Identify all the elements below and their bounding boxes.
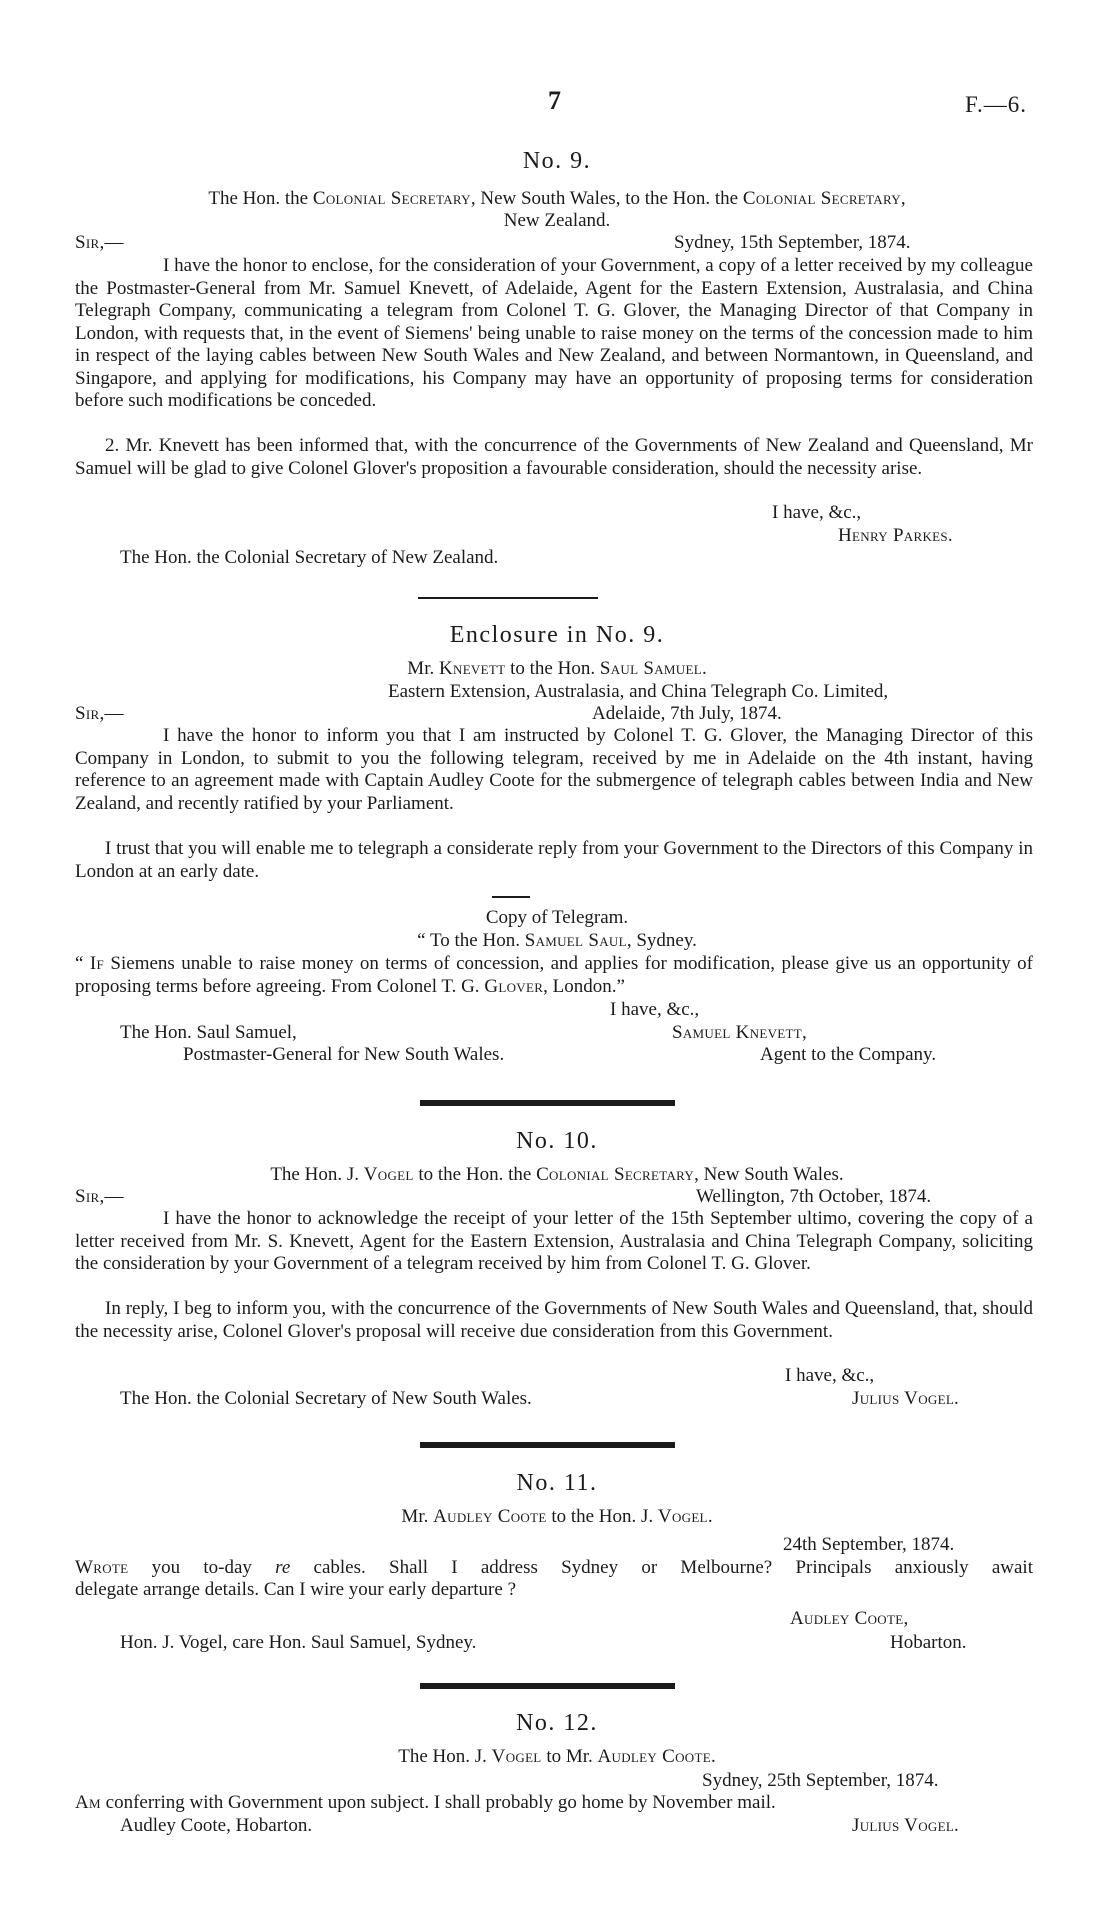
no10-paragraph-2: In reply, I beg to inform you, with the concurrence of the Governments of New South Wales and Queensland, that, should the necessity arise, Colonel Glover's proposal will receive due consideration from this Government. [75, 1298, 1033, 1342]
no12-heading: No. 12. [516, 1710, 598, 1736]
no10-address: The Hon. J. Vogel to the Hon. the Colonial Secretary, New South Wales. [270, 1164, 844, 1185]
no10-date: Wellington, 7th October, 1874. [696, 1186, 932, 1207]
no10-heading: No. 10. [516, 1128, 598, 1154]
section-divider [418, 597, 598, 599]
no11-body-line1: Wrote you to-day re cables. Shall I address Sydney or Melbourne? Principals anxiously await [75, 1557, 1033, 1578]
no11-body-line2: delegate arrange details. Can I wire your early departure ? [75, 1579, 516, 1600]
telegram-body: “ If Siemens unable to raise money on terms of concession, and applies for modification, please give us an opportunity of proposing terms before agreeing. From Colonel T. G. Glover, London.” [75, 953, 1033, 997]
no12-signature: Julius Vogel. [852, 1815, 960, 1836]
enclosure-salutation: Sir,— [75, 703, 124, 724]
no11-place: Hobarton. [890, 1632, 967, 1653]
no12-recipient: Audley Coote, Hobarton. [120, 1815, 313, 1836]
section-divider [420, 1100, 675, 1106]
section-divider [420, 1683, 675, 1689]
no11-signature: Audley Coote, [790, 1608, 909, 1629]
no10-closing: I have, &c., [785, 1365, 875, 1386]
enclosure-signature-title: Agent to the Company. [760, 1044, 937, 1065]
no9-address-line2: New Zealand. [503, 210, 611, 231]
page-reference: F.—6. [965, 92, 1027, 117]
no9-paragraph-2: 2. Mr. Knevett has been informed that, with the concurrence of the Governments of New Zealand and Queensland, Mr Samuel will be glad to give Colonel Glover's proposition a favourable consideration, should the necessity arise. [75, 435, 1033, 479]
no11-heading: No. 11. [516, 1470, 598, 1496]
no9-recipient: The Hon. the Colonial Secretary of New Zealand. [120, 547, 499, 568]
no11-recipient: Hon. J. Vogel, care Hon. Saul Samuel, Sydney. [120, 1632, 477, 1653]
enclosure-recipient-name: The Hon. Saul Samuel, [120, 1022, 297, 1043]
short-divider [492, 896, 530, 898]
no10-salutation: Sir,— [75, 1186, 124, 1207]
telegram-addressee: “ To the Hon. Samuel Saul, Sydney. [417, 930, 697, 951]
enclosure-signature: Samuel Knevett, [672, 1022, 808, 1043]
enclosure-heading: Enclosure in No. 9. [449, 622, 665, 648]
no9-date: Sydney, 15th September, 1874. [674, 232, 911, 253]
no11-address: Mr. Audley Coote to the Hon. J. Vogel. [401, 1506, 713, 1527]
enclosure-paragraph-2: I trust that you will enable me to telegraph a considerate reply from your Government to the Directors of this Company in London at an early date. [75, 838, 1033, 882]
no12-date: Sydney, 25th September, 1874. [702, 1770, 939, 1791]
no9-address-line1: The Hon. the Colonial Secretary, New South Wales, to the Hon. the Colonial Secretary, [208, 188, 906, 209]
no11-date: 24th September, 1874. [783, 1534, 955, 1555]
telegram-heading: Copy of Telegram. [485, 907, 629, 928]
no10-recipient: The Hon. the Colonial Secretary of New South Wales. [120, 1388, 532, 1409]
enclosure-date: Adelaide, 7th July, 1874. [592, 703, 782, 724]
no9-salutation: Sir,— [75, 232, 124, 253]
no9-heading: No. 9. [522, 148, 592, 174]
no12-body: Am conferring with Government upon subject. I shall probably go home by November mail. [75, 1792, 776, 1813]
no10-paragraph-1: I have the honor to acknowledge the receipt of your letter of the 15th September ultimo, covering the copy of a letter received from Mr. S. Knevett, Agent for the Eastern Extension, Australasia and China Telegraph Company, soliciting the consideration by your Government of a telegram received by him from Colonel T. G. Glover. [75, 1208, 1033, 1274]
no9-signature: Henry Parkes. [838, 525, 953, 546]
enclosure-closing: I have, &c., [610, 999, 700, 1020]
enclosure-address: Mr. Knevett to the Hon. Saul Samuel. [407, 658, 707, 679]
enclosure-paragraph-1: I have the honor to inform you that I am instructed by Colonel T. G. Glover, the Managing Director of this Company in London, to submit to you the following telegram, received by me in Adelaide on the 4th instant, having reference to an agreement made with Captain Audley Coote for the submergence of telegraph cables between India and New Zealand, and recently ratified by your Parliament. [75, 725, 1033, 814]
enclosure-recipient-title: Postmaster-General for New South Wales. [183, 1044, 505, 1065]
page-number: 7 [548, 86, 561, 115]
no12-address: The Hon. J. Vogel to Mr. Audley Coote. [398, 1746, 716, 1767]
no10-signature: Julius Vogel. [852, 1388, 960, 1409]
no9-paragraph-1: I have the honor to enclose, for the consideration of your Government, a copy of a letter received by my colleague the Postmaster-General from Mr. Samuel Knevett, of Adelaide, Agent for the Eastern Extension, Australasia, and China Telegraph Company, communicating a telegram from Colonel T. G. Glover, the Managing Director of that Company in London, with requests that, in the event of Siemens' being unable to raise money on the terms of the concession made to him in respect of the laying cables between New South Wales and New Zealand, and between Normantown, in Queensland, and Singapore, and applying for modifications, his Company may have an opportunity of proposing terms for consideration before such modifications be conceded. [75, 255, 1033, 411]
no9-closing: I have, &c., [772, 502, 862, 523]
section-divider [420, 1442, 675, 1448]
enclosure-company: Eastern Extension, Australasia, and China Telegraph Co. Limited, [388, 681, 889, 702]
